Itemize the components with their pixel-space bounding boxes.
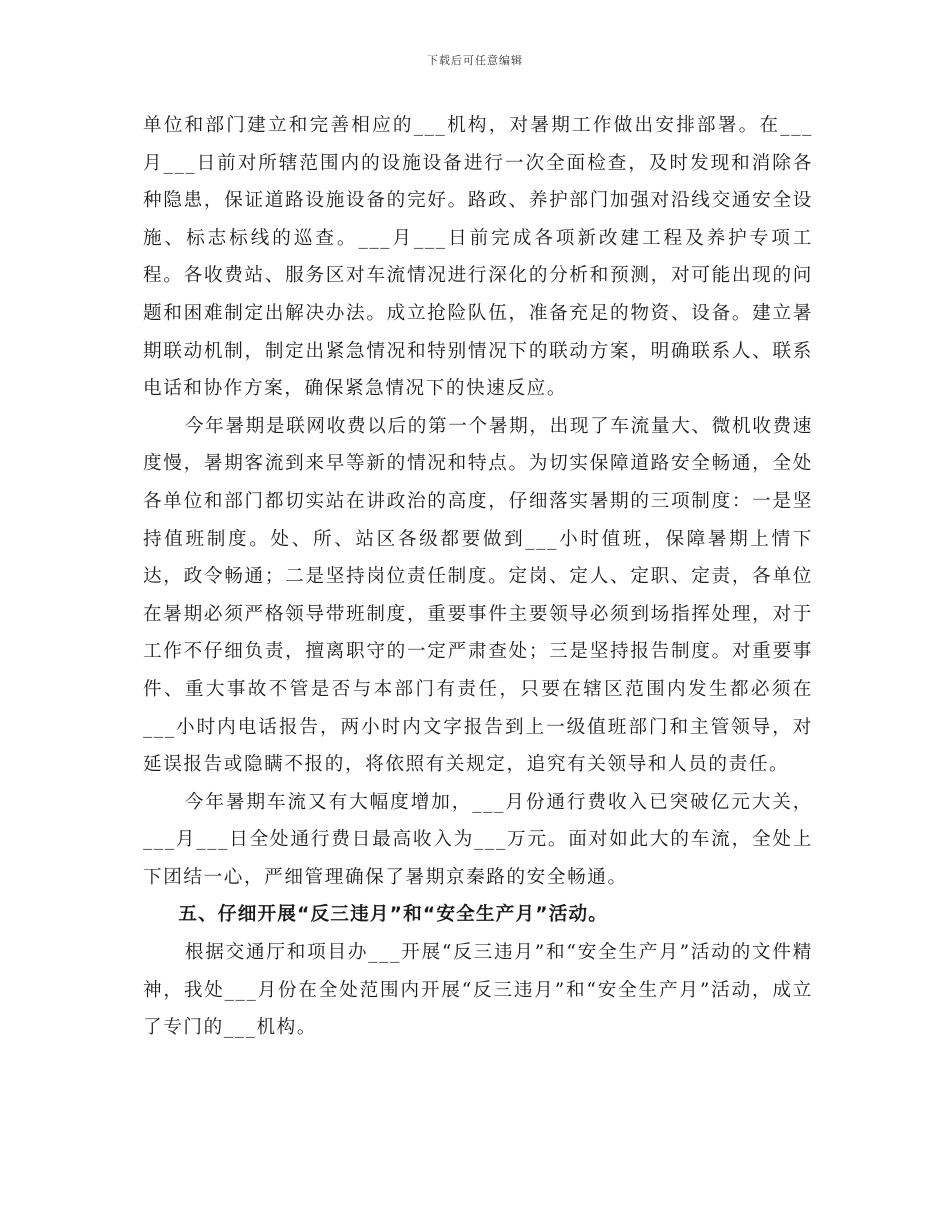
page-header-note: 下载后可任意编辑 (427, 54, 523, 67)
paragraph-traffic-volume: 今年暑期车流又有大幅度增加，___月份通行费收入已突破亿元大关，___月___日全处通行费日最高收入为___万元。面对如此大的车流，全处上下团结一心，严细管理确保了暑期京秦路的安全畅通。 (143, 791, 813, 888)
paragraph-safety-month: 根据交通厅和项目办___开展“反三违月”和“安全生产月”活动的文件精神，我处___月份在全处范围内开展“反三违月”和“安全生产月”活动，成立了专门的___机构。 (143, 942, 813, 1039)
paragraph-duty-system: 今年暑期是联网收费以后的第一个暑期，出现了车流量大、微机收费速度慢，暑期客流到来早等新的情况和特点。为切实保障道路安全畅通，全处各单位和部门都切实站在讲政治的高度，仔细落实暑期的三项制度：一是坚持值班制度。处、所、站区各级都要做到___小时值班，保障暑期上情下达，政令畅通；二是坚持岗位责任制度。定岗、定人、定职、定责，各单位在暑期必须严格领导带班制度，重要事件主要领导必须到场指挥处理，对于工作不仔细负责，擅离职守的一定严肃查处；三是坚持报告制度。对重要事件、重大事故不管是否与本部门有责任，只要在辖区范围内发生都必须在___小时内电话报告，两小时内文字报告到上一级值班部门和主管领导，对延误报告或隐瞒不报的，将依照有关规定，追究有关领导和人员的责任。 (143, 415, 813, 776)
paragraph-continuation: 单位和部门建立和完善相应的___机构，对暑期工作做出安排部署。在___月___日前对所辖范围内的设施设备进行一次全面检查，及时发现和消除各种隐患，保证道路设施设备的完好。路政、养护部门加强对沿线交通安全设施、标志标线的巡查。___月___日前完成各项新改建工程及养护专项工程。各收费站、服务区对车流情况进行深化的分析和预测，对可能出现的问题和困难制定出解决办法。成立抢险队伍，准备充足的物资、设备。建立暑期联动机制，制定出紧急情况和特别情况下的联动方案，明确联系人、联系电话和协作方案，确保紧急情况下的快速反应。 (143, 115, 813, 400)
document-body (143, 107, 813, 1047)
section-heading-five: 五、仔细开展“反三违月”和“安全生产月”活动。 (178, 904, 609, 926)
